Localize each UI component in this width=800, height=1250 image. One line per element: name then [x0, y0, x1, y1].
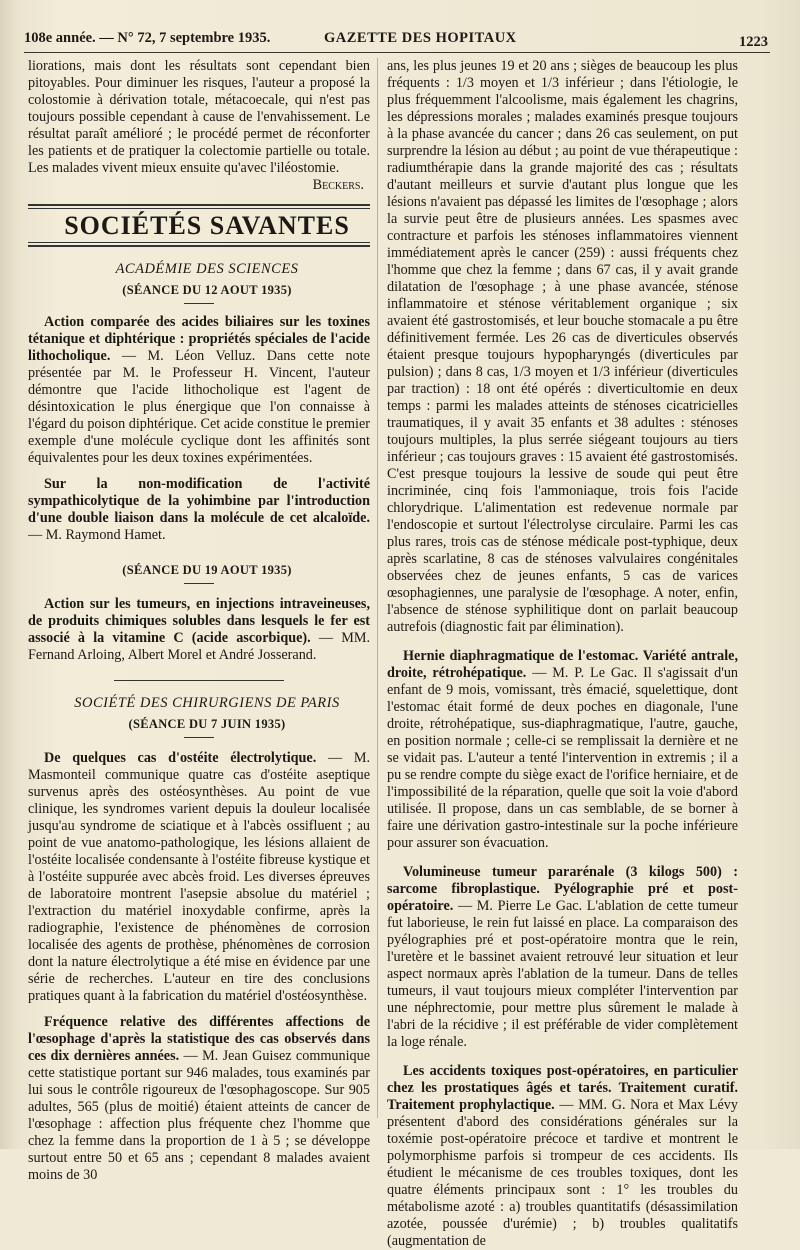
article-title: Hernie diaphragmatique de l'estomac. Variété antrale, droite, rétrohépatique. [387, 648, 738, 681]
article-body: — M. P. Le Gac. Il s'agissait d'un enfant de 9 mois, vomissant, très émacié, squelettique, dont l'estomac était formé de deux poches en diagonale, l'une droite, rétrohépatique, sus-diaphragmatique, l'autre, gauche, en position normale ; celle-ci se remplissait la dernière et ne se vidait pas. L'auteur a tenté l'intervention in extremis ; il a pu se rendre compte du siège exact de l'orifice herniaire, et de l'impossibilité de la réparation, quelle que soit la voie d'abord utilisée. Il propose, dans un cas semblable, de se borner à faire une dérivation gastro-intestinale sur la poche inférieure pour assurer son évacuation. [387, 665, 739, 851]
article-oesophage [28, 1014, 370, 1184]
article-body: — MM. Fernand Arloing, Albert Morel et André Josserand. [28, 630, 371, 663]
left-column [28, 58, 370, 1184]
seance-heading-2: (SÉANCE DU 19 AOUT 1935) [122, 563, 292, 577]
section-rule-bottom-2 [28, 245, 370, 247]
seance-heading-3: (SÉANCE DU 7 JUIN 1935) [128, 717, 286, 731]
article-title: Action comparée des acides biliaires sur les toxines tétanique et diphtérique : propriétés spéciales de l'acide lithocholique. [28, 314, 370, 364]
article-title: Les accidents toxiques post-opératoires, en particulier chez les prostatiques âgés et tarés. Traitement curatif. Traitement prophylactique. [387, 1063, 738, 1113]
article-tumeurs [28, 596, 370, 664]
society-title: SOCIÉTÉ DES CHIRURGIENS DE PARIS [74, 695, 340, 711]
header-rule [24, 52, 770, 53]
article-title: De quelques cas d'ostéite électrolytique. [44, 750, 317, 766]
article-accidents-toxiques [387, 1063, 738, 1250]
article-body: — M. Raymond Hamet. [28, 527, 166, 543]
page-header [24, 30, 768, 48]
continued-paragraph: ans, les plus jeunes 19 et 20 ans ; sièges de beaucoup les plus fréquents : 1/3 moyen et 1/3 inférieur ; dans l'étiologie, le plus fréquemment l'alcoolisme, mais également les chagrins, les dépressions morales ; malades examinés presque toujours à la phase avancée du cancer ; dans 26 cas seulement, on put surprendre la lésion au début ; au point de vue thérapeutique : radiumthérapie dans la grande majorité des cas ; résultats d'autant meilleurs et survie d'autant plus longue que les lésions n'avaient pas dépassé les limites de l'œsophage ; alors la survie peut être de plusieurs années. Les spasmes avec contracture et parfois les sténoses inflammatoires viennent immédiatement après le cancer (259) : aussi fréquents chez l'homme que chez la femme ; dans 67 cas, il y avait grande dilatation de l'œsophage ; à une phase avancée, sténose inflammatoire et sténose véritablement organique ; six avaient été gastrostomisés, et leur bouche stomacale a pu être définitivement fermée. Les 26 cas de diverticules observés étaient presque toujours hypopharyngés (diverticules par pulsion) ; dans 8 cas, 1/3 moyen et 1/3 inférieur (diverticules par traction) : 18 ont été opérés : diverticultomie en deux temps : parmi les malades atteints de sténoses cicatricielles traumatiques, il y avait 35 enfants et 38 adultes : sténoses toujours multiples, la plus serrée siégeant toujours au tiers inférieur ; cas toujours graves : 15 avaient été gastrostomisés. C'est presque toujours la lessive de soude qui peut être incriminée, cinq fois l'ammoniaque, trois fois l'acide chlorydrique. L'alimentation est redevenue normale par l'endoscopie et surtout l'électrolyse circulaire. Parmi les cas plus rares, trois cas de sténose médicale post-typhique, deux après scarlatine, 8 cas de sténoses valvulaires congénitales observées chez de jeunes enfants, 5 cas de varices œsophagiennes, une paralysie de l'œsophage. A noter, enfin, l'absence de sténose syphilitique dont on parlait beaucoup autrefois (diagnostic fait par élimination). [387, 58, 738, 635]
article-body: — MM. G. Nora et Max Lévy présentent d'abord des considérations générales sur la toxémie post-opératoire précoce et tardive et montrent le polymorphisme parfois si trompeur de ces accidents. Ils étudient le mécanisme de ces troubles toxiques, dont les quatre éléments principaux sont : 1° les troubles du métabolisme azoté : a) troubles quantitatifs (désassimilation azotée, poussée d'urémie) ; b) troubles qualitatifs (augmentation de [387, 1097, 738, 1249]
article-yohimbine [28, 476, 370, 544]
article-body: — M. Pierre Le Gac. L'ablation de cette tumeur fut laborieuse, le rein fut laissé en place. La comparaison des pyélographies pré et post-opératoire montra que le rein, l'uretère et le bassinet avaient retrouvé leur situation et leur aspect normaux après l'ablation de la tumeur. Dans de telles tumeurs, il vaut toujours mieux compléter l'intervention par une néphrectomie, pour mettre plus sûrement le malade à l'abri de la récidive ; il est préférable de vider complètement la loge rénale. [387, 898, 738, 1050]
page-number: 1223 [739, 34, 768, 50]
intro-signature: Beckers. [312, 177, 364, 193]
section-rule-top [28, 204, 370, 206]
column-divider [377, 58, 378, 1118]
article-hernie [387, 648, 738, 852]
article-title: Fréquence relative des différentes affections de l'œsophage d'après la statistique des cas observés dans ces dix dernières années. [28, 1014, 370, 1064]
divider-dash [184, 303, 214, 304]
section-rule-top-2 [28, 208, 370, 209]
section-rule-bottom [28, 242, 370, 243]
intro-paragraph: liorations, mais dont les résultats sont cependant bien pitoyables. Pour diminuer les risques, l'auteur a proposé la colostomie à dérivation totale, métacoecale, qui n'est pas toujours possible cependant à cause de l'envahissement. Le résultat paraît amélioré ; le procédé permet de réconforter les patients et de pratiquer la colectomie partielle ou totale. Les malades vivent mieux ensuite qu'avec l'iléostomie. [28, 58, 370, 176]
article-title: Action sur les tumeurs, en injections intraveineuses, de produits chimiques solubles dans lesquels le fer est associé à la vitamine C (acide ascorbique). [28, 596, 370, 646]
right-column [387, 58, 738, 1250]
journal-title: GAZETTE DES HOPITAUX [324, 30, 517, 46]
issue-info: 108e année. — N° 72, 7 septembre 1935. [24, 30, 271, 46]
society-divider [114, 680, 284, 681]
article-body: — M. Masmonteil communique quatre cas d'ostéite aseptique survenus après des ostéosynthèses. Au point de vue clinique, les syndromes varient depuis la douleur localisée jusqu'au syndrome de sciatique et à l'abcès ossifluent ; au point de vue anatomo-pathologique, les lésions allaient de l'ostéite localisée condensante à l'ostéite fibreuse kystique et à l'ostéite suppurée avec abcès froid. Les diverses épreuves de laboratoire montrent l'asepsie absolue du matériel ; l'extraction du matériel inoxydable confirme, après la radiographie, l'existence de phénomènes de corrosion localisée des agents de prothèse, phénomènes de corrosion dont la nature électrolytique a été mise en évidence par une série de recherches. L'auteur en tire des conclusions pratiques quant à la fabrication du matériel d'ostéosynthèse. [28, 750, 370, 1004]
seance-heading-1: (SÉANCE DU 12 AOUT 1935) [122, 283, 292, 297]
divider-dash [184, 583, 214, 584]
article-osteite [28, 750, 370, 1005]
article-title: Volumineuse tumeur pararénale (3 kilogs 500) : sarcome fibroplastique. Pyélographie pré et post-opératoire. [387, 864, 738, 914]
article-tumeur-pararenale [387, 864, 738, 1051]
academy-title: ACADÉMIE DES SCIENCES [115, 261, 299, 277]
article-body: — M. Léon Velluz. Dans cette note présentée par M. le Professeur H. Vincent, l'auteur démontre que l'acide lithocholique est l'agent de désintoxication le plus énergique que l'on connaisse à l'égard du poison diphtérique. Cet acide constitue le premier exemple d'une molécule cyclique dont les affinités sont équivalentes pour les deux toxines expérimentées. [28, 348, 370, 466]
divider-dash [184, 737, 214, 738]
section-title: SOCIÉTÉS SAVANTES [64, 211, 350, 240]
article-title: Sur la non-modification de l'activité sympathicolytique de la yohimbine par l'introduction d'une double liaison dans la molécule de cet alcaloïde. [28, 476, 370, 526]
article-action-comparee [28, 314, 370, 467]
article-body: — M. Jean Guisez communique cette statistique portant sur 946 malades, tous examinés par lui sous le contrôle rigoureux de l'œsophagoscope. Sur 905 adultes, 565 (plus de moitié) étaient atteints de cancer de l'œsophage : affection plus fréquente chez l'homme que chez la femme dans la proportion de 1 à 5 ; se développe surtout entre 50 et 65 ans ; cependant 8 malades avaient moins de 30 [28, 1048, 371, 1183]
